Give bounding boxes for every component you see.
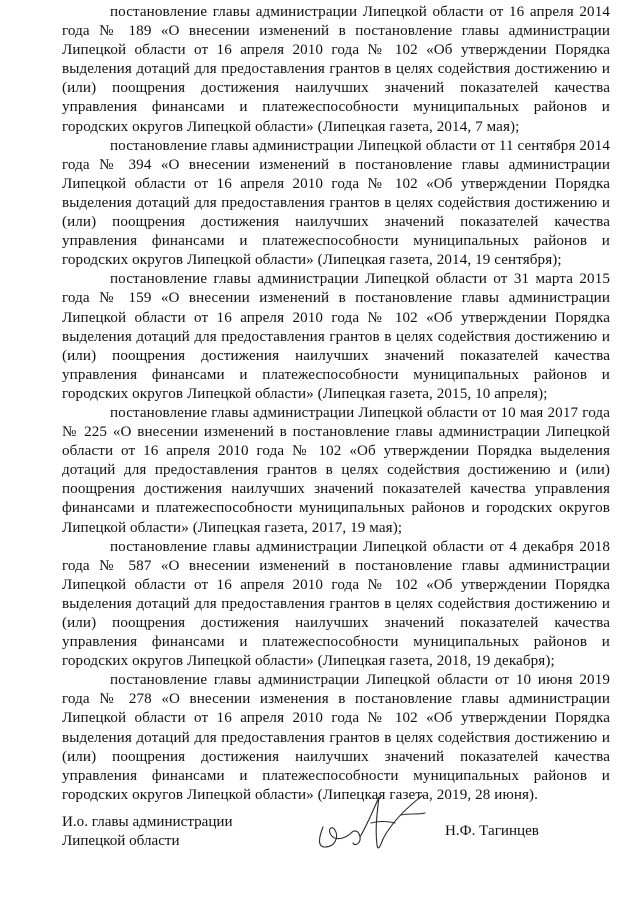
handwritten-signature (305, 785, 445, 860)
paragraph-decree-2018-587: постановление главы администрации Липецкой области от 4 декабря 2018 года № 587 «О внесении изменений в постановление главы администрации Липецкой области от 16 апреля 2010 года № 102 «Об утверждении Порядка выделения дотаций для предоставления грантов в целях содействия достижению и (или) поощрения достижения наилучших значений показателей качества управления финансами и платежеспособности муниципальных районов и городских округов Липецкой области» (Липецкая газета, 2018, 19 декабря); (62, 538, 610, 670)
signatory-position-line1: И.о. главы администрации (62, 814, 233, 830)
signatory-name: Н.Ф. Тагинцев (445, 823, 539, 839)
paragraph-decree-2019-278: постановление главы администрации Липецкой области от 10 июня 2019 года № 278 «О внесении изменения в постановление главы администрации Липецкой области от 16 апреля 2010 года № 102 «Об утверждении Порядка выделения дотаций для предоставления грантов в целях содействия достижению и (или) поощрения достижения наилучших значений показателей качества управления финансами и платежеспособности муниципальных районов и городских округов Липецкой области» (Липецкая газета, 2019, 28 июня). (62, 672, 610, 803)
signatory-position-line2: Липецкой области (62, 833, 180, 850)
signatory-position (62, 813, 233, 851)
paragraph-decree-2014-189: постановление главы администрации Липецкой области от 16 апреля 2014 года № 189 «О внесении изменений в постановление главы администрации Липецкой области от 16 апреля 2010 года № 102 «Об утверждении Порядка выделения дотаций для предоставления грантов в целях содействия достижению и (или) поощрения достижения наилучших значений показателей качества управления финансами и платежеспособности муниципальных районов и городских округов Липецкой области» (Липецкая газета, 2014, 7 мая); (62, 4, 610, 135)
paragraph-decree-2017-225: постановление главы администрации Липецкой области от 10 мая 2017 года № 225 «О внесении изменений в постановление главы администрации Липецкой области от 16 апреля 2010 года № 102 «Об утверждении Порядка выделения дотаций для предоставления грантов в целях содействия достижению и (или) поощрения достижения наилучших значений показателей качества управления финансами и платежеспособности муниципальных районов и городских округов Липецкой области» (Липецкая газета, 2017, 19 мая); (62, 404, 610, 536)
paragraph-decree-2014-394: постановление главы администрации Липецкой области от 11 сентября 2014 года № 394 «О внесении изменений в постановление главы администрации Липецкой области от 16 апреля 2010 года № 102 «Об утверждении Порядка выделения дотаций для предоставления грантов в целях содействия достижению и (или) поощрения достижения наилучших значений показателей качества управления финансами и платежеспособности муниципальных районов и городских округов Липецкой области» (Липецкая газета, 2014, 19 сентября); (62, 137, 610, 269)
paragraph-decree-2015-159: постановление главы администрации Липецкой области от 31 марта 2015 года № 159 «О внесении изменений в постановление главы администрации Липецкой области от 16 апреля 2010 года № 102 «Об утверждении Порядка выделения дотаций для предоставления грантов в целях содействия достижению и (или) поощрения достижения наилучших значений показателей качества управления финансами и платежеспособности муниципальных районов и городских округов Липецкой области» (Липецкая газета, 2015, 10 апреля); (62, 271, 610, 402)
document-body (62, 3, 610, 805)
